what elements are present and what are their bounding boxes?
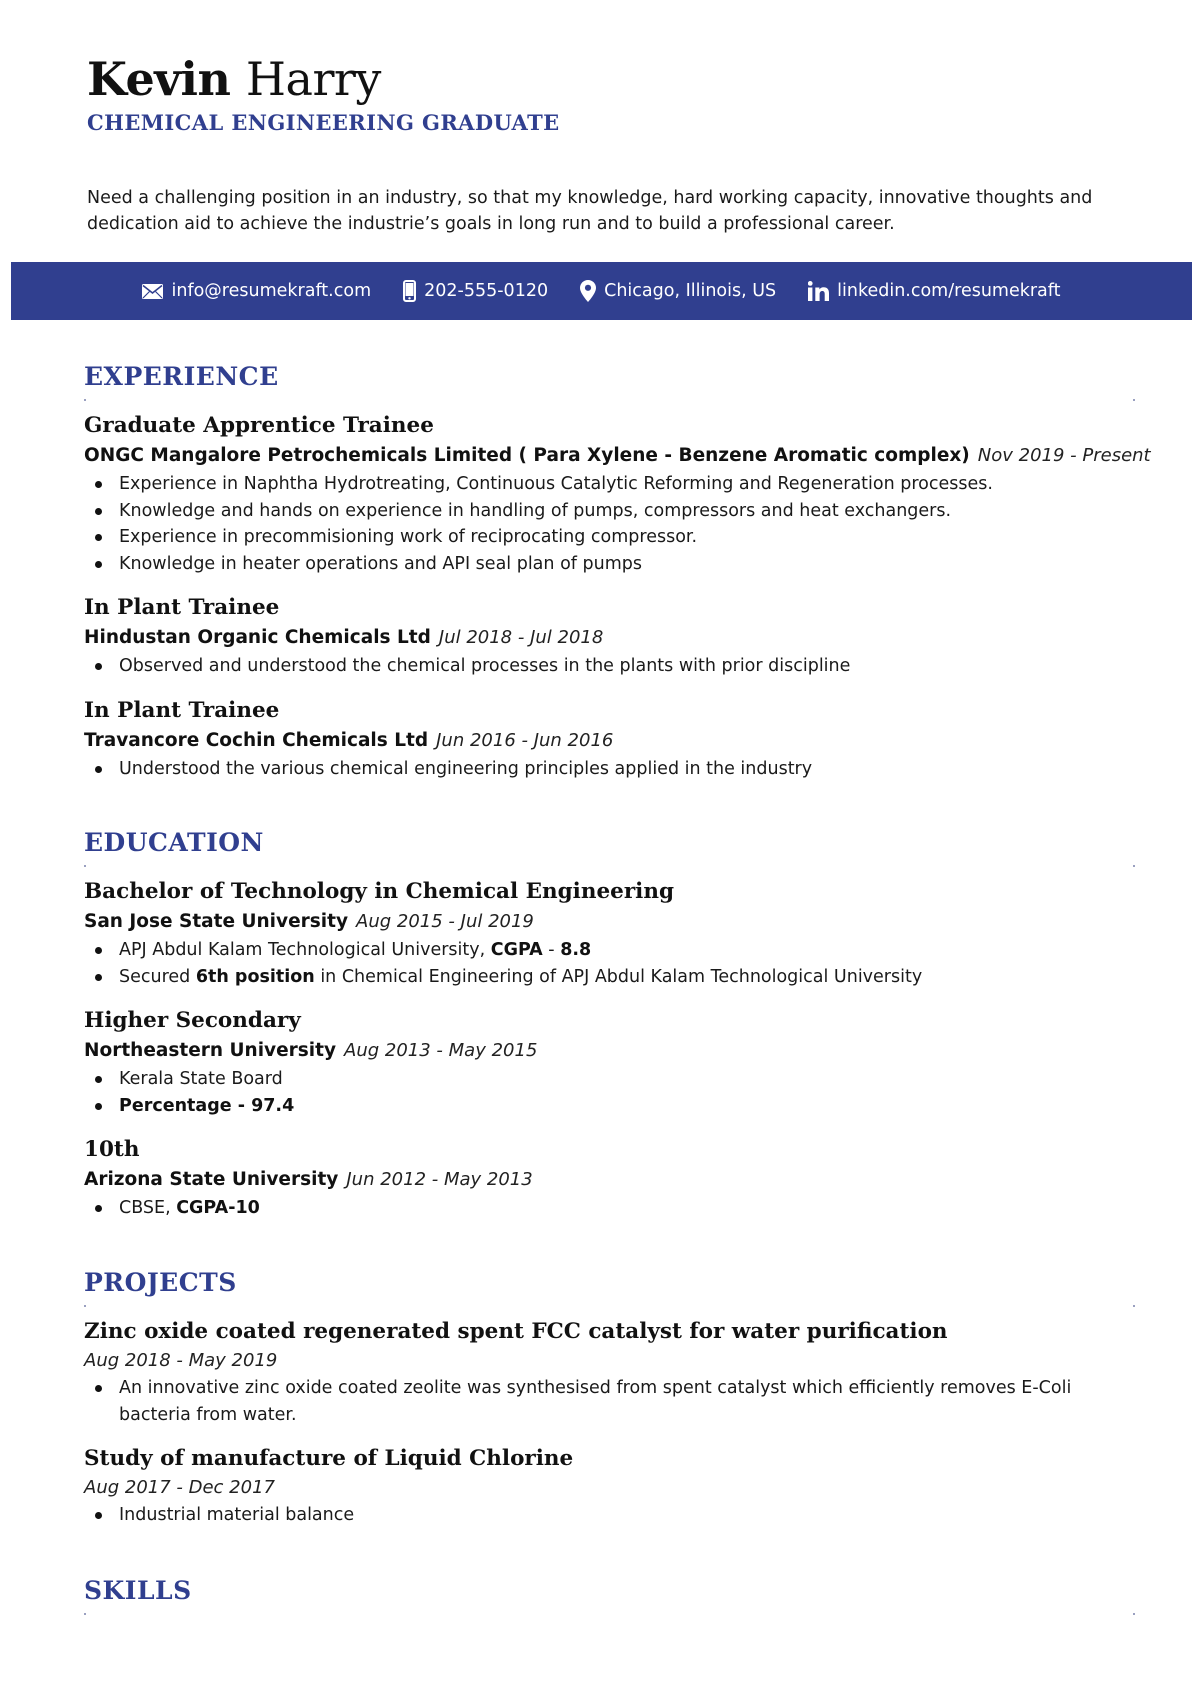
school-name: San Jose State University	[84, 911, 349, 932]
job-title: CHEMICAL ENGINEERING GRADUATE	[87, 110, 560, 135]
section-divider	[84, 1605, 1134, 1617]
project-bullets	[84, 1502, 1134, 1529]
project-dates: Aug 2018 - May 2019	[84, 1350, 278, 1371]
bullet-bold: Percentage	[119, 1095, 232, 1116]
list-item: Understood the various chemical engineering principles applied in the industry	[84, 756, 1134, 783]
bullet-text: APJ Abdul Kalam Technological University,	[119, 940, 491, 960]
section-heading-projects: PROJECTS	[84, 1268, 237, 1297]
project-bullets	[84, 1375, 1134, 1428]
section-heading-education: EDUCATION	[84, 828, 264, 857]
list-item	[84, 937, 1134, 964]
linkedin-text: linkedin.com/resumekraft	[837, 281, 1061, 301]
job-dates: Jun 2016 - Jun 2016	[436, 729, 614, 751]
map-pin-icon	[580, 280, 596, 302]
list-item: Observed and understood the chemical processes in the plants with prior discipline	[84, 653, 1134, 680]
project-title: Study of manufacture of Liquid Chlorine	[84, 1446, 574, 1471]
job-org-line	[84, 623, 1134, 653]
list-item: Knowledge in heater operations and API seal plan of pumps	[84, 551, 1134, 578]
first-name: Kevin	[87, 52, 231, 106]
education-entry	[84, 1135, 1134, 1222]
job-bullets	[84, 471, 1134, 577]
experience-entry	[84, 593, 1134, 680]
education-entry	[84, 1006, 1134, 1119]
contact-linkedin[interactable]	[808, 281, 1060, 301]
school-line	[84, 1036, 1134, 1066]
education-dates: Jun 2012 - May 2013	[346, 1169, 533, 1190]
bullet-bold: CGPA	[490, 940, 543, 960]
list-item	[84, 964, 1134, 991]
contact-bar	[11, 262, 1192, 320]
contact-email[interactable]	[142, 281, 371, 301]
job-bullets	[84, 756, 1134, 783]
section-divider	[84, 857, 1134, 869]
envelope-icon	[142, 284, 163, 299]
candidate-name	[87, 52, 1147, 106]
list-item: An innovative zinc oxide coated zeolite was synthesised from spent catalyst which efficiently removes E-Coli bacteria from water.	[84, 1375, 1134, 1428]
school-line	[84, 1165, 1134, 1195]
job-dates: Jul 2018 - Jul 2018	[438, 627, 604, 648]
bullet-text: CBSE,	[119, 1198, 177, 1218]
education-section	[84, 828, 1134, 1222]
education-dates: Aug 2015 - Jul 2019	[356, 911, 534, 932]
section-heading-skills: SKILLS	[84, 1576, 192, 1605]
last-name: Harry	[245, 52, 381, 106]
phone-text: 202-555-0120	[424, 281, 549, 301]
bullet-separator: -	[231, 1095, 252, 1116]
education-bullets	[84, 1195, 1134, 1222]
job-dates: Nov 2019 - Present	[977, 445, 1151, 466]
contact-phone[interactable]	[403, 280, 548, 302]
experience-section	[84, 362, 1151, 782]
list-item	[84, 1093, 1134, 1120]
employer-name: Hindustan Organic Chemicals Ltd	[84, 627, 431, 648]
section-heading-experience: EXPERIENCE	[84, 362, 279, 391]
location-text: Chicago, Illinois, US	[604, 281, 777, 301]
degree-title: 10th	[84, 1137, 140, 1162]
experience-entry	[84, 696, 1134, 783]
list-item	[84, 1195, 1134, 1222]
project-entry	[84, 1444, 1134, 1529]
education-bullets	[84, 1066, 1134, 1119]
bullet-separator: -	[542, 940, 561, 960]
bullet-bold: 6th position	[195, 966, 315, 987]
section-divider	[84, 1297, 1134, 1309]
linkedin-icon	[808, 281, 829, 301]
job-role-title: Graduate Apprentice Trainee	[84, 413, 434, 438]
mobile-phone-icon	[403, 280, 416, 302]
list-item: Kerala State Board	[84, 1066, 1134, 1093]
list-item: Experience in precommisioning work of reciprocating compressor.	[84, 524, 1134, 551]
school-name: Northeastern University	[84, 1040, 337, 1061]
degree-title: Bachelor of Technology in Chemical Engineering	[84, 879, 674, 904]
list-item: Industrial material balance	[84, 1502, 1134, 1529]
bullet-text: Secured	[119, 966, 196, 987]
contact-location	[580, 280, 776, 302]
degree-title: Higher Secondary	[84, 1008, 301, 1033]
list-item: Knowledge and hands on experience in handling of pumps, compressors and heat exchangers.	[84, 498, 1134, 525]
projects-section	[84, 1268, 1134, 1529]
bullet-value: 97.4	[251, 1095, 295, 1116]
education-dates: Aug 2013 - May 2015	[344, 1040, 538, 1061]
school-name: Arizona State University	[84, 1169, 339, 1190]
employer-name: ONGC Mangalore Petrochemicals Limited ( Para Xylene - Benzene Aromatic complex)	[84, 445, 970, 466]
section-divider	[84, 391, 1134, 403]
resume-header	[87, 52, 1147, 135]
project-entry	[84, 1317, 1134, 1428]
school-line	[84, 907, 1134, 937]
job-role-title: In Plant Trainee	[84, 697, 280, 723]
bullet-value: 8.8	[560, 940, 592, 960]
job-org-line	[84, 441, 1151, 471]
experience-entry	[84, 411, 1151, 577]
job-bullets	[84, 653, 1134, 680]
job-org-line	[84, 726, 1134, 756]
skills-section	[84, 1576, 1134, 1617]
list-item: Experience in Naphtha Hydrotreating, Continuous Catalytic Reforming and Regeneration processes.	[84, 471, 1134, 498]
project-title: Zinc oxide coated regenerated spent FCC catalyst for water purification	[84, 1319, 948, 1344]
summary-text: Need a challenging position in an industry, so that my knowledge, hard working capacity, innovative thoughts and dedication aid to achieve the industrie’s goals in long run and to build a professional career.	[87, 188, 1093, 234]
bullet-text: in Chemical Engineering of APJ Abdul Kalam Technological University	[314, 966, 923, 987]
bullet-bold: CGPA-10	[176, 1198, 260, 1218]
project-dates: Aug 2017 - Dec 2017	[84, 1477, 275, 1498]
job-role-title: In Plant Trainee	[84, 595, 280, 620]
education-entry	[84, 877, 1134, 990]
email-text: info@resumekraft.com	[171, 281, 372, 301]
employer-name: Travancore Cochin Chemicals Ltd	[84, 729, 429, 751]
education-bullets	[84, 937, 1134, 990]
